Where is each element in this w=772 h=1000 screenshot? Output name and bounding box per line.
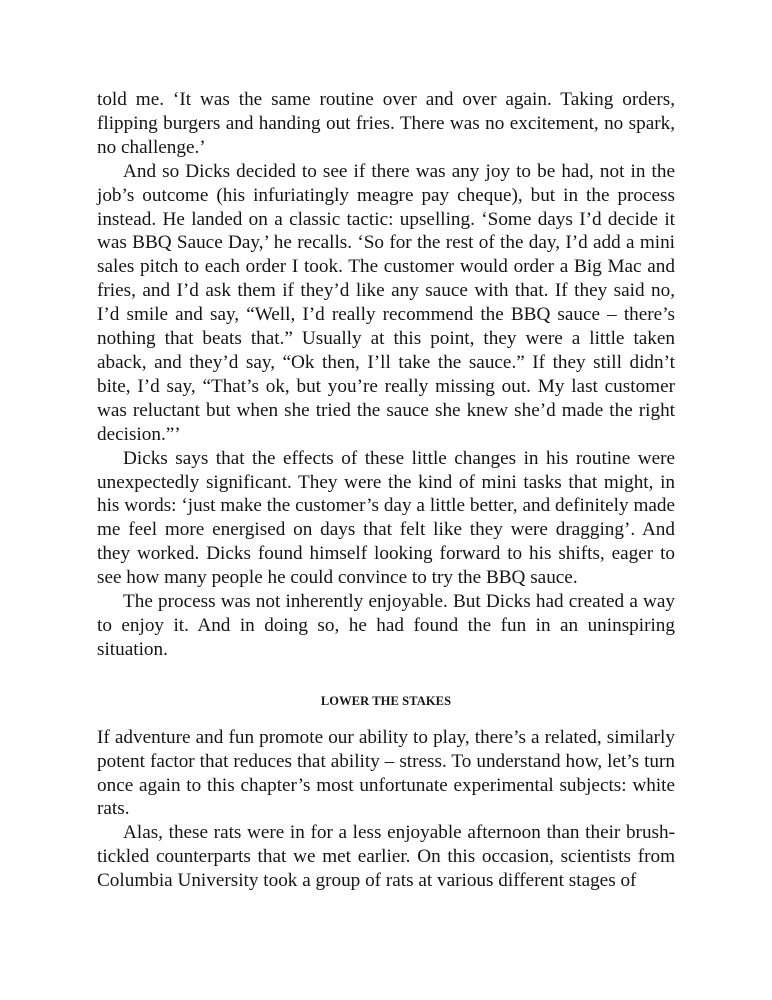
paragraph-stress-intro: If adventure and fun promote our ability to play, there’s a related, similarly potent factor that reduces that ability – stress. To understand how, let’s turn once again to this chapter’s most unfortunate experimental subjects: white rats. — [97, 726, 675, 820]
paragraph-rats: Alas, these rats were in for a less enjoyable afternoon than their brush-tickled counterparts that we met earlier. On this occasion, scientists from Columbia University took a group of rats at various different stages of — [97, 822, 675, 892]
page-body — [97, 88, 675, 893]
paragraph-effects: Dicks says that the effects of these little changes in his routine were unexpectedly significant. They were the kind of mini tasks that might, in his words: ‘just make the customer’s day a little better, and definitely made me feel more energised on days that felt like they were dragging’. And they worked. Dicks found himself looking forward to his shifts, eager to see how many people he could convince to try the BBQ sauce. — [97, 447, 675, 589]
section-heading: LOWER THE STAKES — [320, 693, 452, 708]
paragraph-process: The process was not inherently enjoyable. But Dicks had created a way to enjoy it. And in doing so, he had found the fun in an uninspiring situation. — [97, 591, 675, 660]
paragraph-continuation: told me. ‘It was the same routine over and over again. Taking orders, flipping burgers and handing out fries. There was no excitement, no spark, no challenge.’ — [97, 89, 675, 158]
paragraph-bbq-sauce-day: And so Dicks decided to see if there was any joy to be had, not in the job’s outcome (his infuriatingly meagre pay cheque), but in the process instead. He landed on a classic tactic: upselling. ‘Some days I’d decide it was BBQ Sauce Day,’ he recalls. ‘So for the rest of the day, I’d add a mini sales pitch to each order I took. The customer would order a Big Mac and fries, and I’d ask them if they’d like any sauce with that. If they said no, I’d smile and say, “Well, I’d really recommend the BBQ sauce – there’s nothing that beats that.” Usually at this point, they were a little taken aback, and they’d say, “Ok then, I’ll take the sauce.” If they still didn’t bite, I’d say, “That’s ok, but you’re really missing out. My last customer was reluctant but when she tried the sauce she knew she’d made the right decision.”’ — [97, 160, 675, 445]
